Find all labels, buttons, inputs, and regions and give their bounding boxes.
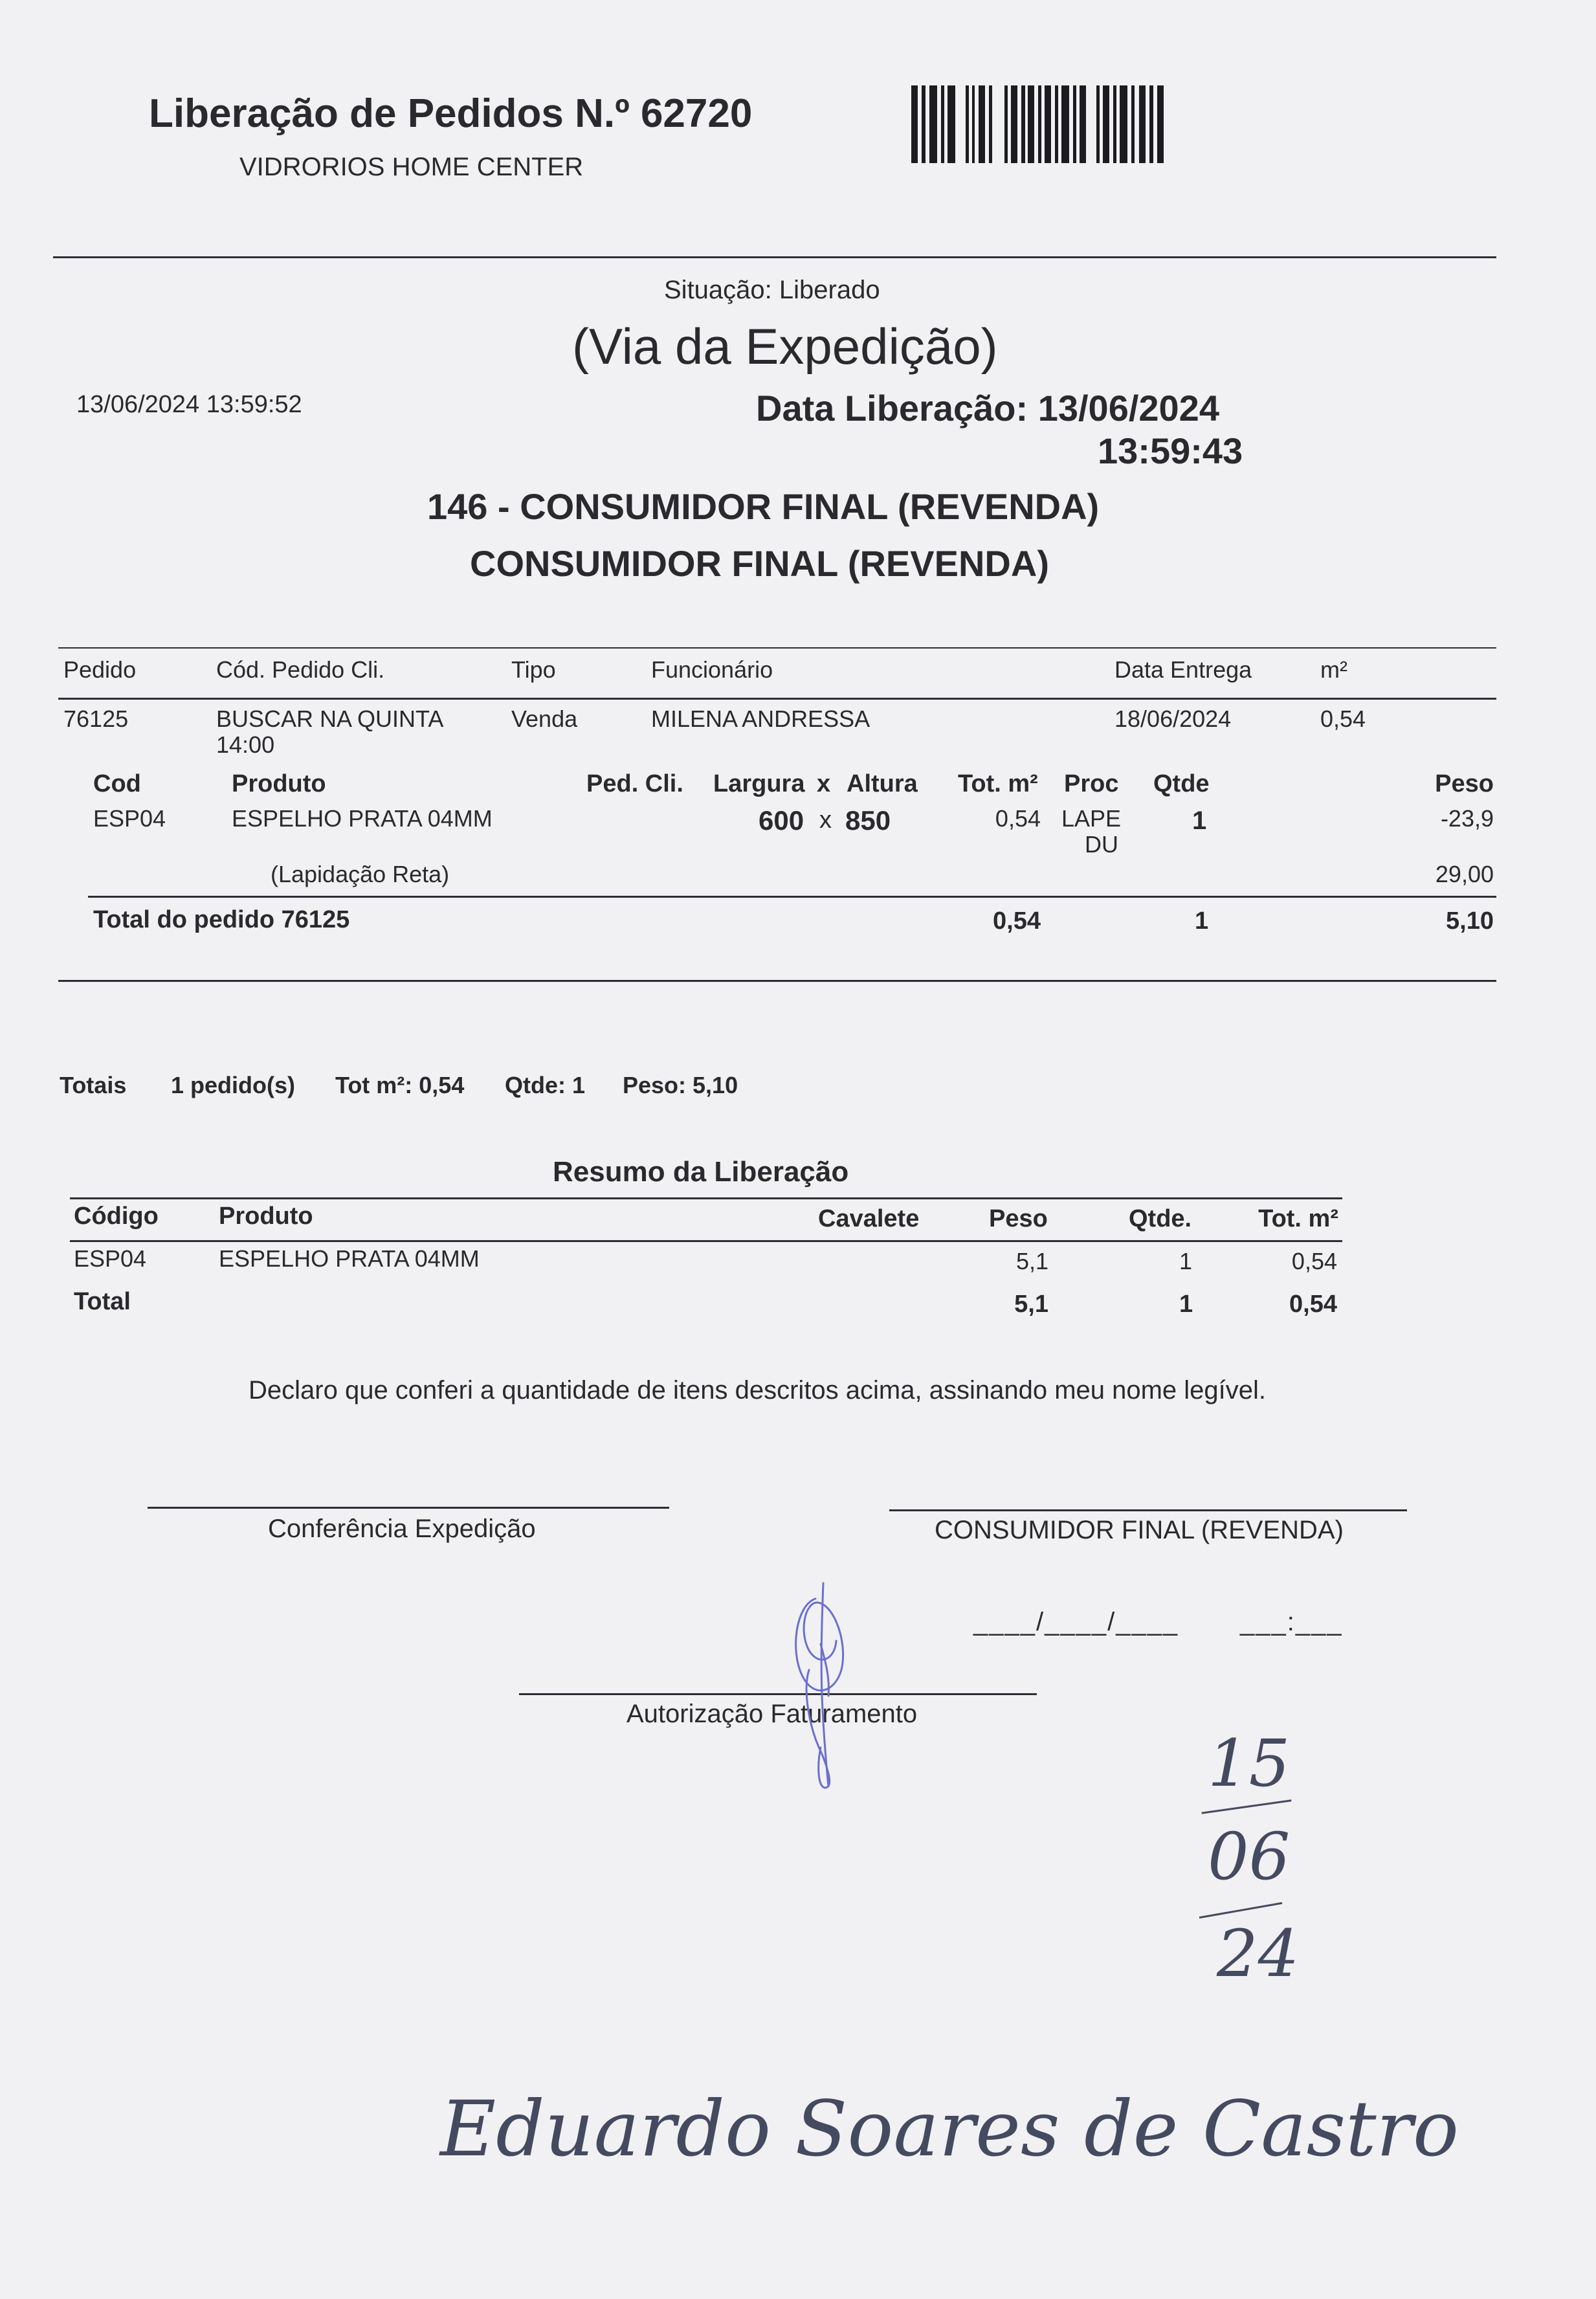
signature-label-authorization: Autorização Faturamento: [626, 1700, 918, 1728]
summary-total-label: Total: [74, 1288, 131, 1315]
item-header-largura: Largura: [713, 770, 805, 797]
order-pedido: 76125: [63, 705, 129, 732]
totals-label: Totais: [60, 1072, 127, 1098]
order-data-entrega: 18/06/2024: [1114, 705, 1232, 732]
handwritten-date-slash-1: [1201, 1799, 1291, 1814]
customer-line-1: 146 - CONSUMIDOR FINAL (REVENDA): [427, 486, 1100, 527]
col-header-m2: m²: [1320, 656, 1347, 683]
summary-total-peso: 5,1: [1014, 1291, 1048, 1318]
totals-peso: Peso: 5,10: [623, 1072, 738, 1098]
summary-header-qtde: Qtde.: [1129, 1205, 1192, 1232]
summary-header-peso: Peso: [989, 1205, 1048, 1232]
item-peso: -23,9: [1440, 805, 1494, 832]
item-header-cod: Cod: [93, 770, 141, 797]
item-process-value: 29,00: [1435, 861, 1494, 887]
order-total-label: Total do pedido 76125: [93, 906, 350, 933]
col-header-cod-pedido-cli: Cód. Pedido Cli.: [216, 656, 385, 683]
col-header-funcionario: Funcionário: [651, 656, 773, 683]
item-tot-m2: 0,54: [995, 805, 1041, 832]
totals-qtde: Qtde: 1: [505, 1072, 586, 1098]
item-header-qtde: Qtde: [1153, 770, 1210, 797]
document-title: Liberação de Pedidos N.º 62720: [149, 91, 753, 136]
customer-line-2: CONSUMIDOR FINAL (REVENDA): [470, 543, 1049, 584]
summary-total-qtde: 1: [1179, 1291, 1193, 1318]
time-blank-field[interactable]: ___:___: [1240, 1608, 1343, 1636]
summary-header-rule: [70, 1240, 1342, 1242]
summary-peso: 5,1: [1015, 1248, 1048, 1274]
order-table-top-rule: [58, 647, 1496, 649]
items-total-rule: [88, 896, 1496, 898]
via-title: (Via da Expedição): [572, 318, 998, 375]
order-funcionario: MILENA ANDRESSA: [651, 705, 870, 732]
item-qtde: 1: [1192, 806, 1207, 835]
item-cod: ESP04: [93, 805, 166, 832]
summary-total-tot-m2: 0,54: [1289, 1291, 1337, 1318]
order-cod-pedido-cli-line2: 14:00: [216, 731, 275, 758]
signature-line-authorization: [519, 1693, 1037, 1695]
handwritten-name: Eduardo Soares de Castro: [440, 2084, 1459, 2173]
handwritten-month: 06: [1208, 1819, 1291, 1894]
signature-line-customer: [889, 1509, 1407, 1511]
summary-title: Resumo da Liberação: [553, 1156, 849, 1188]
summary-header-produto: Produto: [219, 1203, 313, 1230]
col-header-data-entrega: Data Entrega: [1114, 656, 1252, 683]
signature-line-expedicao: [148, 1507, 669, 1509]
declaration-text: Declaro que conferi a quantidade de itens descritos acima, assinando meu nome legível.: [249, 1376, 1267, 1405]
order-total-m2: 0,54: [993, 907, 1041, 935]
release-time: 13:59:43: [1098, 430, 1243, 471]
print-timestamp: 13/06/2024 13:59:52: [76, 391, 302, 418]
summary-qtde: 1: [1179, 1248, 1193, 1274]
company-name: VIDRORIOS HOME CENTER: [239, 153, 584, 181]
signature-label-customer: CONSUMIDOR FINAL (REVENDA): [935, 1516, 1344, 1544]
summary-header-tot-m2: Tot. m²: [1258, 1205, 1338, 1232]
totals-tot-m2: Tot m²: 0,54: [335, 1072, 465, 1098]
item-largura: 600: [759, 805, 804, 836]
status-text: Situação: Liberado: [664, 276, 880, 304]
item-x: x: [819, 806, 832, 834]
date-blank-field[interactable]: ____/____/____: [973, 1608, 1179, 1636]
item-altura: 850: [845, 805, 891, 836]
item-header-ped-cli: Ped. Cli.: [586, 770, 683, 797]
col-header-tipo: Tipo: [511, 656, 556, 683]
handwritten-day: 15: [1208, 1726, 1291, 1801]
handwritten-year: 24: [1217, 1916, 1300, 1992]
order-tipo: Venda: [511, 705, 578, 732]
item-proc: LAPE: [1061, 805, 1122, 832]
summary-codigo: ESP04: [74, 1245, 147, 1272]
summary-header-codigo: Código: [74, 1203, 159, 1230]
item-header-produto: Produto: [232, 770, 326, 797]
summary-header-cavalete: Cavalete: [818, 1205, 920, 1232]
item-process-description: (Lapidação Reta): [271, 861, 450, 887]
summary-produto: ESPELHO PRATA 04MM: [219, 1245, 480, 1272]
item-header-tot-m2: Tot. m²: [958, 770, 1038, 797]
order-table-header-rule: [58, 698, 1496, 700]
release-date: Data Liberação: 13/06/2024: [756, 388, 1219, 428]
item-produto: ESPELHO PRATA 04MM: [232, 805, 493, 832]
order-section-bottom-rule: [58, 980, 1496, 982]
order-total-peso: 5,10: [1446, 907, 1494, 935]
order-m2: 0,54: [1320, 705, 1366, 732]
barcode: [911, 85, 1164, 163]
summary-tot-m2: 0,54: [1291, 1248, 1337, 1274]
signature-label-expedicao: Conferência Expedição: [268, 1515, 536, 1543]
col-header-pedido: Pedido: [63, 656, 137, 683]
totals-pedidos: 1 pedido(s): [171, 1072, 296, 1098]
item-header-peso: Peso: [1435, 770, 1494, 797]
item-proc-line2: DU: [1085, 831, 1118, 858]
order-cod-pedido-cli: BUSCAR NA QUINTA: [216, 705, 444, 732]
header-divider: [53, 256, 1496, 258]
item-header-proc: Proc: [1064, 770, 1119, 797]
order-total-qtde: 1: [1195, 907, 1209, 935]
item-header-x: x: [817, 770, 831, 797]
item-header-altura: Altura: [847, 770, 918, 797]
pen-signature: [783, 1579, 861, 1793]
summary-top-rule: [70, 1197, 1342, 1199]
